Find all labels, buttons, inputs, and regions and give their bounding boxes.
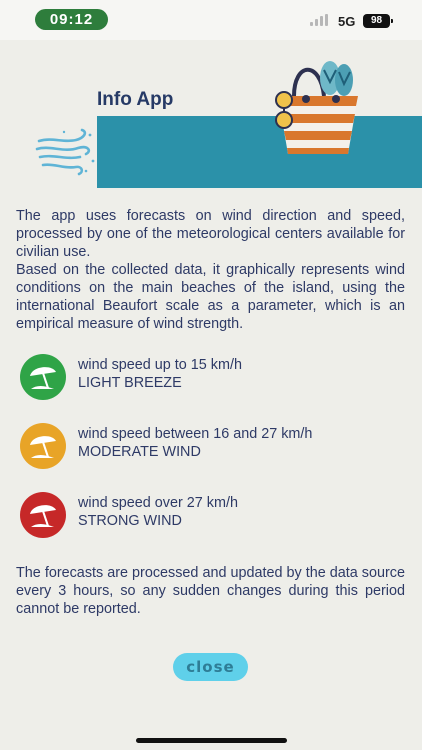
legend-speed-text: wind speed between 16 and 27 km/h xyxy=(78,426,313,442)
network-label: 5G xyxy=(338,14,356,29)
legend-item-moderate-wind xyxy=(20,423,400,469)
close-button[interactable]: close xyxy=(173,653,248,681)
legend-speed-text: wind speed up to 15 km/h xyxy=(78,357,242,373)
umbrella-icon xyxy=(20,354,66,400)
battery-icon: 98 xyxy=(363,14,390,28)
legend-level-text: LIGHT BREEZE xyxy=(78,375,182,391)
legend-speed-text: wind speed over 27 km/h xyxy=(78,495,238,511)
legend-item-strong-wind xyxy=(20,492,400,538)
umbrella-icon xyxy=(20,423,66,469)
signal-icon xyxy=(310,14,328,26)
legend-level-text: STRONG WIND xyxy=(78,513,182,529)
update-note: The forecasts are processed and updated by the data source every 3 hours, so any sudden changes during this period cannot be reported. xyxy=(16,565,405,617)
intro-paragraph-2: Based on the collected data, it graphically represents wind conditions on the main beaches of the island, using the international Beaufort scale as a parameter, which is an empirical measure of wind strength. xyxy=(16,262,405,332)
status-bar xyxy=(0,0,422,40)
wind-icon xyxy=(34,127,96,179)
page-title: Info App xyxy=(97,89,174,110)
legend-item-light-breeze xyxy=(20,354,400,400)
intro-paragraph-1: The app uses forecasts on wind direction and speed, processed by one of the meteorological centers available for civilian use. xyxy=(16,208,405,260)
legend-level-text: MODERATE WIND xyxy=(78,444,201,460)
umbrella-icon xyxy=(20,492,66,538)
header-band xyxy=(97,116,422,188)
status-time: 09:12 xyxy=(35,9,108,30)
home-indicator[interactable] xyxy=(136,738,287,743)
beach-bag-icon xyxy=(270,56,366,158)
